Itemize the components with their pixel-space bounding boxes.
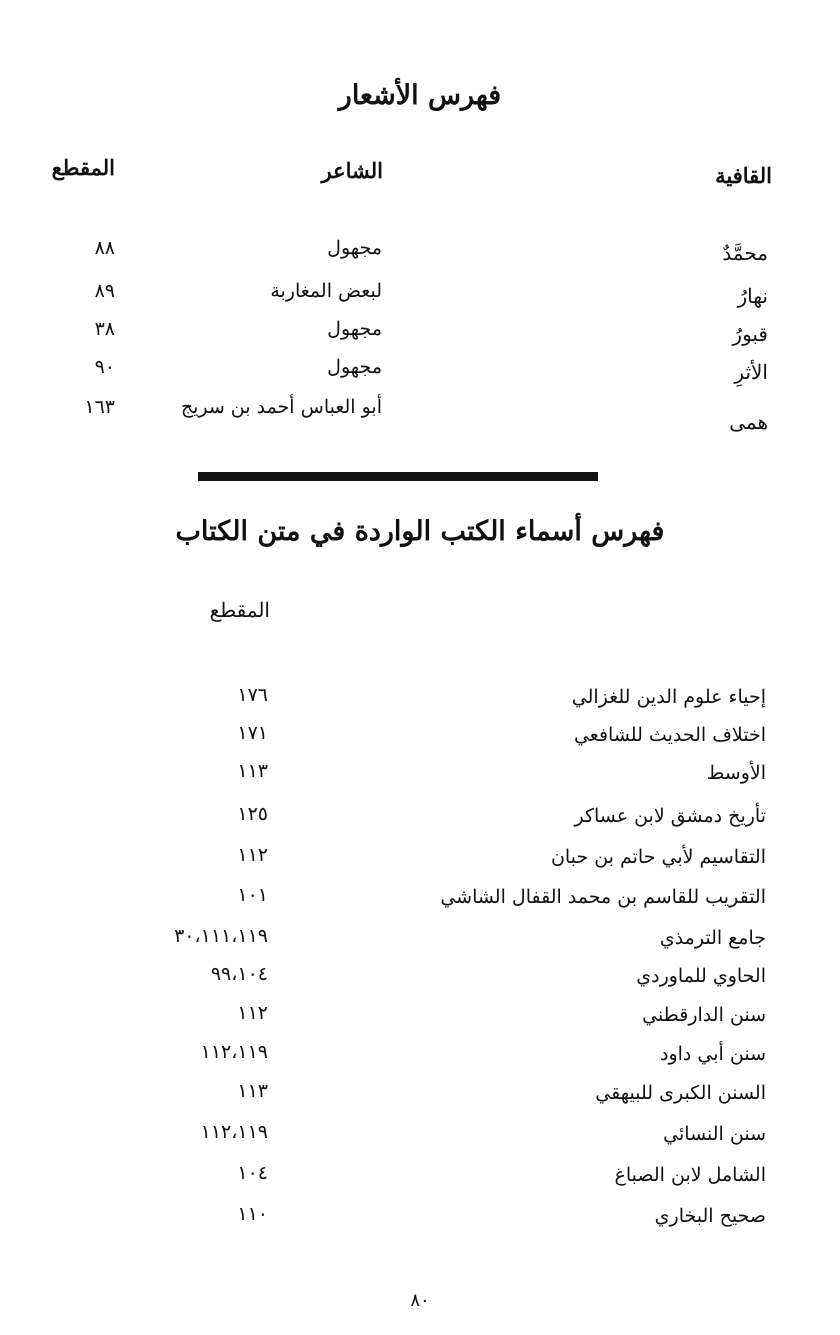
book-row <box>0 1041 840 1073</box>
poetry-maqta: ٣٨ <box>94 318 115 340</box>
book-maqta: ٩٩،١٠٤ <box>210 963 268 985</box>
book-title: التقريب للقاسم بن محمد القفال الشاشي <box>440 886 766 908</box>
book-row <box>0 844 840 876</box>
book-title: سنن النسائي <box>663 1123 766 1145</box>
book-maqta: ١٠٤ <box>237 1162 268 1184</box>
book-row <box>0 1162 840 1194</box>
book-maqta: ١١٢،١١٩ <box>200 1121 268 1143</box>
poetry-row <box>0 318 840 354</box>
book-maqta: ١٧١ <box>237 722 268 744</box>
book-row <box>0 925 840 957</box>
book-title: تأريخ دمشق لابن عساكر <box>574 805 766 827</box>
book-maqta: ٣٠،١١١،١١٩ <box>174 925 268 947</box>
poetry-shaer: مجهول <box>327 318 382 340</box>
book-row <box>0 1002 840 1034</box>
poetry-qafia: نهارُ <box>737 284 768 308</box>
book-row <box>0 884 840 916</box>
poetry-qafia: همى <box>729 410 768 434</box>
section-divider <box>198 472 598 481</box>
header-shaer: الشاعر <box>321 158 383 183</box>
poetry-qafia: الأثرِ <box>734 360 768 384</box>
poetry-maqta: ١٦٣ <box>84 396 115 418</box>
book-row <box>0 684 840 716</box>
book-row <box>0 1080 840 1112</box>
book-row <box>0 722 840 754</box>
book-row <box>0 803 840 835</box>
poetry-shaer: مجهول <box>327 356 382 378</box>
books-header-maqta: المقطع <box>209 598 270 622</box>
book-maqta: ١١٣ <box>237 1080 268 1102</box>
book-title: سنن أبي داود <box>660 1043 766 1065</box>
book-row <box>0 963 840 995</box>
poetry-shaer: مجهول <box>327 237 382 259</box>
poetry-index-title: فهرس الأشعار <box>338 80 502 111</box>
poetry-shaer: أبو العباس أحمد بن سريج <box>180 396 382 418</box>
book-row <box>0 760 840 792</box>
poetry-maqta: ٩٠ <box>94 356 115 378</box>
book-title: الحاوي للماوردي <box>636 965 766 987</box>
poetry-qafia: محمَّدٌ <box>722 241 768 265</box>
book-title: الشامل لابن الصباغ <box>614 1164 766 1186</box>
book-maqta: ١١٢،١١٩ <box>200 1041 268 1063</box>
book-maqta: ١٢٥ <box>237 803 268 825</box>
poetry-row <box>0 237 840 273</box>
poetry-maqta: ٨٨ <box>94 237 115 259</box>
poetry-row <box>0 356 840 392</box>
page-number: ٨٠ <box>410 1290 430 1311</box>
book-row <box>0 1203 840 1235</box>
book-maqta: ١١٠ <box>237 1203 268 1225</box>
poetry-shaer: لبعض المغاربة <box>270 280 382 302</box>
book-maqta: ١٧٦ <box>237 684 268 706</box>
book-title: صحيح البخاري <box>654 1205 766 1227</box>
book-maqta: ١١٣ <box>237 760 268 782</box>
header-qafia: القافية <box>715 163 772 188</box>
book-title: الأوسط <box>706 762 766 784</box>
book-title: إحياء علوم الدين للغزالي <box>571 686 766 708</box>
poetry-row <box>0 396 840 432</box>
book-row <box>0 1121 840 1153</box>
book-title: السنن الكبرى للبيهقي <box>595 1082 766 1104</box>
book-maqta: ١١٢ <box>237 1002 268 1024</box>
poetry-row <box>0 280 840 316</box>
book-maqta: ١١٢ <box>237 844 268 866</box>
book-title: جامع الترمذي <box>659 927 766 949</box>
book-title: اختلاف الحديث للشافعي <box>573 724 766 746</box>
poetry-maqta: ٨٩ <box>94 280 115 302</box>
books-index-title: فهرس أسماء الكتب الواردة في متن الكتاب <box>175 516 665 547</box>
book-maqta: ١٠١ <box>237 884 268 906</box>
book-title: التقاسيم لأبي حاتم بن حبان <box>550 846 766 868</box>
poetry-qafia: قبورُ <box>732 322 768 346</box>
header-maqta: المقطع <box>51 155 115 180</box>
book-title: سنن الدارقطني <box>642 1004 766 1026</box>
